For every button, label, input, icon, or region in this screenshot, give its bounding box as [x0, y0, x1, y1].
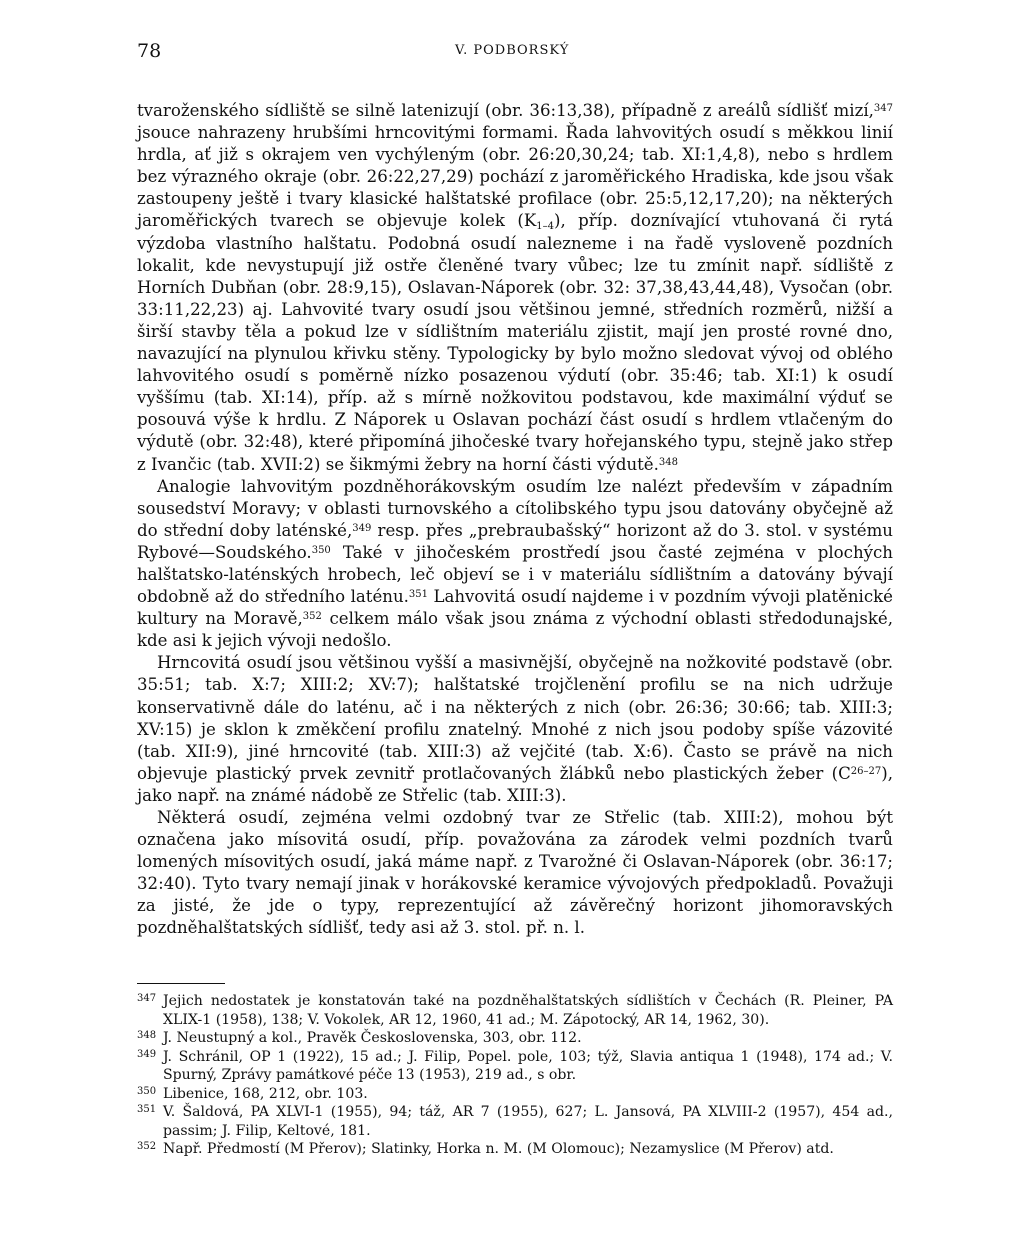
footnote — [137, 1140, 893, 1159]
superscript: 26–27 — [850, 765, 882, 777]
paragraph-4: Některá osudí, zejména velmi ozdobný tvar ze Střelic (tab. XIII:2), mohou být označena jako mísovitá osudí, příp. považována za zárodek velmi pozdních tvarů lomených mísovitých osudí, jaká máme např. z Tvarožné či Oslavan-Náporek (obr. 36:17; 32:40). Tyto tvary nemají jinak v horákovské keramice vývojových předpokladů. Považuji za jisté, že jde o typy, reprezentující až závěrečný horizont jihomoravských pozdněhalštatských sídlišť, tedy asi až 3. stol. př. n. l. — [137, 808, 893, 938]
paragraph-2 — [137, 476, 893, 653]
text-run: Analogie lahvovitým pozdněhorákovským osudím lze nalézt především v západním sousedství Moravy; v oblasti turnovského a cítolibského typu jsou datovány obyčejně až do střední doby laténské, — [137, 476, 893, 540]
footnote — [137, 1029, 893, 1048]
text-run: celkem málo však jsou známa z východní oblasti středodunajské, kde asi k jejich vývoji nedošlo. — [137, 609, 894, 651]
running-head: V. PODBORSKÝ — [455, 43, 570, 58]
footnote — [137, 1103, 893, 1140]
main-text — [137, 100, 893, 940]
footnote-ref: 352 — [302, 611, 322, 623]
text-run: ), jako např. na známé nádobě ze Střelic (tab. XIII:3). — [137, 763, 893, 805]
footnote-text: Libenice, 168, 212, obr. 103. — [163, 1085, 368, 1102]
paragraph-1 — [137, 100, 893, 476]
text-run: resp. přes „prebraubašský“ horizont až do 3. stol. v systému Rybové—Soudského. — [137, 520, 893, 562]
footnote-number: 350 — [137, 1085, 157, 1097]
page-number: 78 — [137, 40, 162, 62]
footnote-number: 351 — [137, 1104, 157, 1115]
footnote-text: J. Neustupný a kol., Pravěk Československa, 303, obr. 112. — [163, 1030, 582, 1046]
paragraph-3 — [137, 652, 893, 807]
text-run: jsouce nahrazeny hrubšími hrncovitými formami. Řada lahvovitých osudí s měkkou linií hrdla, ať již s okrajem ven vychýleným (obr. 26:20,30,24; tab. XI:1,4,8), nebo s hrdlem bez výrazného okraje (obr. 26:22,27,29) pochází z jaroměřického Hradiska, kde jsou však zastoupeny ještě i tvary klasické halštatské profilace (obr. 25:5,12,17,20); na některých jaroměřických tvarech se objevuje kolek (K — [137, 123, 893, 231]
footnote-text: V. Šaldová, PA XLVI-1 (1955), 94; táž, AR 7 (1955), 627; L. Jansová, PA XLVIII-2 (1957), 454 ad., passim; J. Filip, Keltové, 181. — [163, 1104, 893, 1139]
text-run: Také v jihočeském prostředí jsou časté zejména v plochých halštatsko-laténských hrobech, leč objeví se i v materiálu sídlištním a datovány bývají obdobně až do středního laténu. — [137, 542, 893, 607]
text-run: tvaroženského sídliště se silně latenizují (obr. 36:13,38), případně z areálů sídlišť mizí, — [137, 101, 874, 120]
footnote — [137, 1085, 893, 1104]
text-run: ), příp. doznívající vtuhovaná či rytá výzdoba vlastního halštatu. Podobná osudí nalezneme i na řadě vysloveně pozdních lokalit, kde nevystupují již ostře členěné tvary vůbec; lze tu zmínit např. sídliště z Horních Dubňan (obr. 28:9,15), Oslavan-Náporek (obr. 32: 37,38,43,44,48), Vysočan (obr. 33:11,22,23) aj. Lahvovité tvary osudí jsou většinou jemné, středních rozměrů, nižší a širší stavby těla a pokud lze v sídlištním materiálu zjistit, mají jen prosté rovné dno, navazující na plynulou křivku stěny. Typologicky by bylo možno sledovat vývoj od oblého lahvovitého osudí s poměrně nízko posazenou výdutí (obr. 35:46; tab. XI:1) k osudí vyššímu (tab. XI:14), příp. až s mírně nožkovitou podstavou, kde maximální výduť se posouvá výše k hrdlu. Z Náporek u Oslavan pochází část osudí s hrdlem vtlačeným do výdutě (obr. 32:48), které připomíná jihočeské tvary hořejanského typu, stejně jako střep z Ivančic (tab. XVII:2) se šikmými žebry na horní části výdutě. — [137, 211, 893, 474]
footnote-ref: 347 — [873, 103, 893, 114]
footnote-ref: 351 — [408, 589, 429, 601]
footnote-ref: 348 — [658, 456, 678, 468]
footnote — [137, 992, 893, 1029]
footnote-ref: 349 — [352, 522, 372, 534]
footnote-ref: 350 — [311, 544, 331, 556]
footnote-text: Např. Předmostí (M Přerov); Slatinky, Horka n. M. (M Olomouc); Nezamyslice (M Přerov) atd. — [163, 1141, 834, 1157]
footnote-number: 352 — [137, 1141, 157, 1152]
subscript: 1–4 — [536, 221, 554, 233]
footnote-number: 348 — [137, 1030, 157, 1041]
text-run: Lahvovitá osudí najdeme i v pozdním vývoji platěnické kultury na Moravě, — [137, 587, 893, 629]
footnote-text: Jejich nedostatek je konstatován také na pozdněhalštatských sídlištích v Čechách (R. Pleiner, PA XLIX-1 (1958), 138; V. Vokolek, AR 12, 1960, 41 ad.; M. Zápotocký, AR 14, 1962, 30). — [163, 993, 893, 1028]
footnote-number: 347 — [137, 993, 157, 1004]
page-header — [137, 40, 897, 70]
footnote-divider — [137, 983, 225, 984]
footnote — [137, 1048, 893, 1085]
footnote-number: 349 — [137, 1048, 157, 1060]
footnote-text: J. Schránil, OP 1 (1922), 15 ad.; J. Filip, Popel. pole, 103; týž, Slavia antiqua 1 (1948), 174 ad.; V. Spurný, Zprávy památkové péče 13 (1953), 219 ad., s obr. — [163, 1048, 893, 1083]
text-run: Hrncovitá osudí jsou většinou vyšší a masivnější, obyčejně na nožkovité podstavě (obr. 35:51; tab. X:7; XIII:2; XV:7); halštatské trojčlenění profilu se na nich udržuje konservativně dále do laténu, ač i na některých z nich (obr. 26:36; 30:66; tab. XIII:3; XV:15) je sklon k změkčení profilu znatelný. Mnohé z nich jsou podoby spíše vázovité (tab. XII:9), jiné hrncovité (tab. XIII:3) až vejčité (tab. X:6). Často se právě na nich objevuje plastický prvek zevnitř protlačovaných žlábků nebo plastických žeber (C — [137, 653, 893, 783]
footnotes — [137, 992, 893, 1159]
